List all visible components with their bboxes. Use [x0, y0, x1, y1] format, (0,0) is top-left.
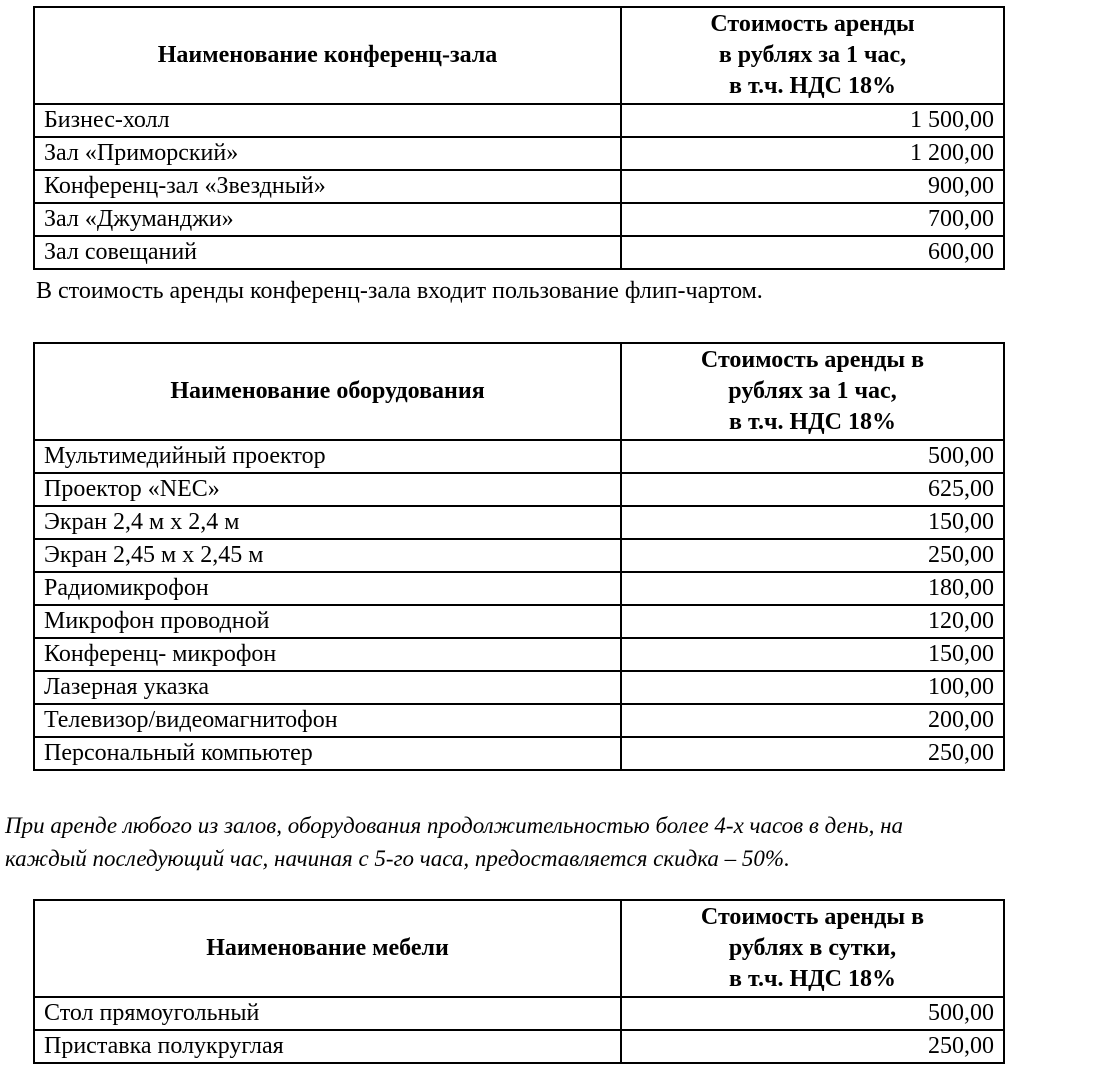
price-header-line: в т.ч. НДС 18% [729, 966, 896, 992]
equipment-name-cell: Микрофон проводной [34, 605, 621, 638]
table-row [34, 1030, 1004, 1063]
discount-note-line: каждый последующий час, начиная с 5-го часа, предоставляется скидка – 50%. [5, 846, 790, 871]
equipment-price-cell: 120,00 [621, 605, 1004, 638]
equipment-table [33, 342, 1005, 771]
equipment-price-cell: 100,00 [621, 671, 1004, 704]
table-row [34, 440, 1004, 473]
furniture-name-cell: Стол прямоугольный [34, 997, 621, 1030]
table-row [34, 671, 1004, 704]
table-header-row [34, 7, 1004, 104]
equipment-name-cell: Конференц- микрофон [34, 638, 621, 671]
equipment-price-cell: 625,00 [621, 473, 1004, 506]
table-row [34, 203, 1004, 236]
equipment-name-cell: Экран 2,4 м х 2,4 м [34, 506, 621, 539]
furniture-price-cell: 250,00 [621, 1030, 1004, 1063]
equipment-price-header [621, 343, 1004, 440]
equipment-price-cell: 150,00 [621, 506, 1004, 539]
table-row [34, 473, 1004, 506]
furniture-name-cell: Приставка полукруглая [34, 1030, 621, 1063]
equipment-name-cell: Телевизор/видеомагнитофон [34, 704, 621, 737]
price-header-line: рублях в сутки, [728, 935, 897, 961]
conference-halls-table [33, 6, 1005, 270]
table-row [34, 572, 1004, 605]
table-row [34, 236, 1004, 269]
equipment-name-cell: Радиомикрофон [34, 572, 621, 605]
table-row [34, 704, 1004, 737]
price-header-line: рублях за 1 час, [728, 378, 897, 404]
discount-note [5, 809, 1090, 875]
table-row [34, 997, 1004, 1030]
table-row [34, 638, 1004, 671]
price-header-line: Стоимость аренды [710, 11, 915, 37]
table-row [34, 506, 1004, 539]
hall-name-cell: Конференц-зал «Звездный» [34, 170, 621, 203]
table-row [34, 170, 1004, 203]
hall-price-cell: 1 500,00 [621, 104, 1004, 137]
furniture-price-cell: 500,00 [621, 997, 1004, 1030]
furniture-table [33, 899, 1005, 1064]
table-row [34, 605, 1004, 638]
hall-price-cell: 900,00 [621, 170, 1004, 203]
equipment-price-cell: 250,00 [621, 737, 1004, 770]
furniture-name-header: Наименование мебели [34, 900, 621, 997]
table-row [34, 539, 1004, 572]
equipment-name-header: Наименование оборудования [34, 343, 621, 440]
price-header-line: Стоимость аренды в [700, 904, 925, 930]
equipment-name-cell: Мультимедийный проектор [34, 440, 621, 473]
price-header-line: в рублях за 1 час, [718, 42, 907, 68]
table-row [34, 737, 1004, 770]
hall-name-cell: Бизнес-холл [34, 104, 621, 137]
equipment-name-cell: Проектор «NEC» [34, 473, 621, 506]
equipment-price-cell: 500,00 [621, 440, 1004, 473]
equipment-price-cell: 150,00 [621, 638, 1004, 671]
flipchart-note: В стоимость аренды конференц-зала входит пользование флип-чартом. [36, 278, 763, 304]
equipment-name-cell: Лазерная указка [34, 671, 621, 704]
hall-name-cell: Зал совещаний [34, 236, 621, 269]
hall-price-cell: 1 200,00 [621, 137, 1004, 170]
hall-price-cell: 600,00 [621, 236, 1004, 269]
discount-note-line: При аренде любого из залов, оборудования продолжительностью более 4-х часов в день, на [5, 813, 904, 838]
equipment-price-cell: 250,00 [621, 539, 1004, 572]
hall-name-cell: Зал «Джуманджи» [34, 203, 621, 236]
table-header-row [34, 343, 1004, 440]
conference-halls-name-header: Наименование конференц-зала [34, 7, 621, 104]
table-header-row [34, 900, 1004, 997]
hall-price-cell: 700,00 [621, 203, 1004, 236]
equipment-name-cell: Экран 2,45 м х 2,45 м [34, 539, 621, 572]
furniture-price-header [621, 900, 1004, 997]
equipment-price-cell: 180,00 [621, 572, 1004, 605]
conference-halls-price-header [621, 7, 1004, 104]
price-header-line: Стоимость аренды в [700, 347, 925, 373]
equipment-name-cell: Персональный компьютер [34, 737, 621, 770]
table-row [34, 104, 1004, 137]
price-header-line: в т.ч. НДС 18% [729, 73, 896, 99]
equipment-price-cell: 200,00 [621, 704, 1004, 737]
table-row [34, 137, 1004, 170]
price-header-line: в т.ч. НДС 18% [729, 409, 896, 435]
hall-name-cell: Зал «Приморский» [34, 137, 621, 170]
